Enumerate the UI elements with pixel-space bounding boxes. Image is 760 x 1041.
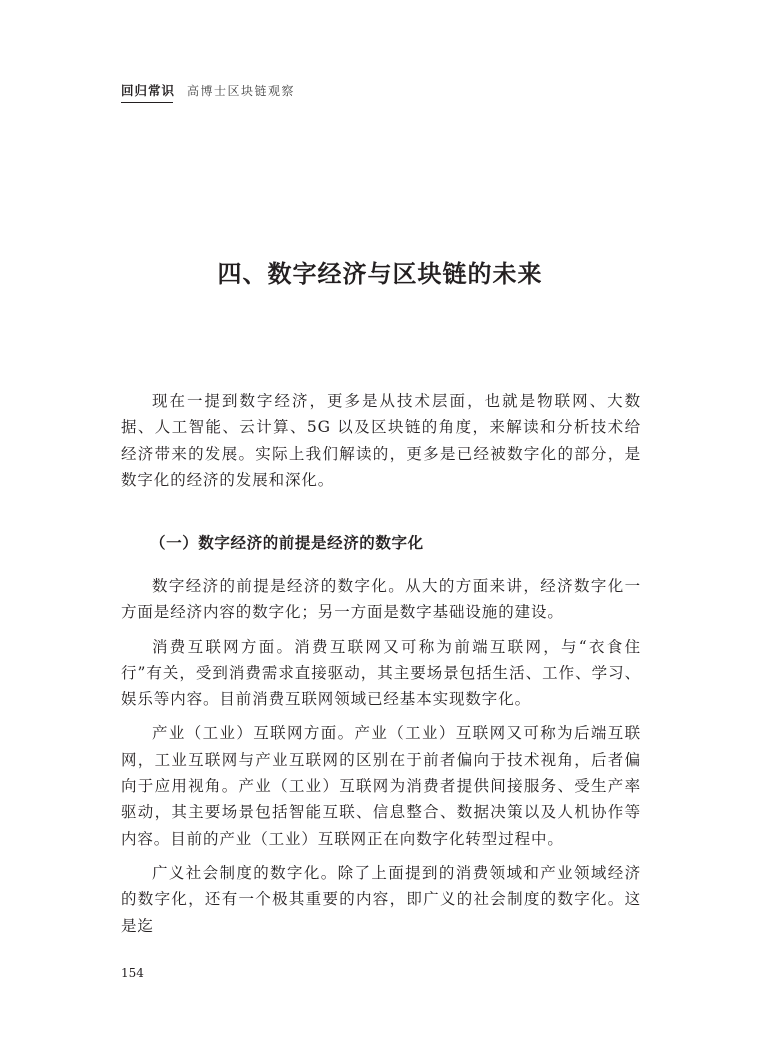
body-paragraph: 消费互联网方面。消费互联网又可称为前端互联网，与“衣食住行”有关，受到消费需求直接驱动，其主要场景包括生活、工作、学习、娱乐等内容。目前消费互联网领域已经基本实现数字化。: [121, 637, 641, 709]
running-header: [121, 80, 295, 102]
series-title: 回归常识: [121, 83, 176, 98]
chapter-title: 四、数字经济与区块链的未来: [217, 259, 543, 288]
header-rule: [121, 102, 173, 103]
body-paragraph: 广义社会制度的数字化。除了上面提到的消费领域和产业领域经济的数字化，还有一个极其重要的内容，即广义的社会制度的数字化。这是迄: [121, 863, 641, 935]
page-number: 154: [121, 966, 144, 980]
intro-block: [121, 388, 641, 493]
section-body: [121, 573, 641, 939]
body-paragraph: 数字经济的前提是经济的数字化。从大的方面来讲，经济数字化一方面是经济内容的数字化；另一方面是数字基础设施的建设。: [121, 577, 641, 622]
book-title: 高博士区块链观察: [187, 84, 296, 98]
body-paragraph: 产业（工业）互联网方面。产业（工业）互联网又可称为后端互联网，工业互联网与产业互联网的区别在于前者偏向于技术视角，后者偏向于应用视角。产业（工业）互联网为消费者提供间接服务、受生产率驱动，其主要场景包括智能互联、信息整合、数据决策以及人机协作等内容。目前的产业（工业）互联网正在向数字化转型过程中。: [121, 724, 641, 848]
section-heading: （一）数字经济的前提是经济的数字化: [150, 534, 424, 552]
intro-paragraph: 现在一提到数字经济，更多是从技术层面，也就是物联网、大数据、人工智能、云计算、5G 以及区块链的角度，来解读和分析技术给经济带来的发展。实际上我们解读的，更多是已经被数字化的部分，是数字化的经济的发展和深化。: [121, 392, 641, 489]
